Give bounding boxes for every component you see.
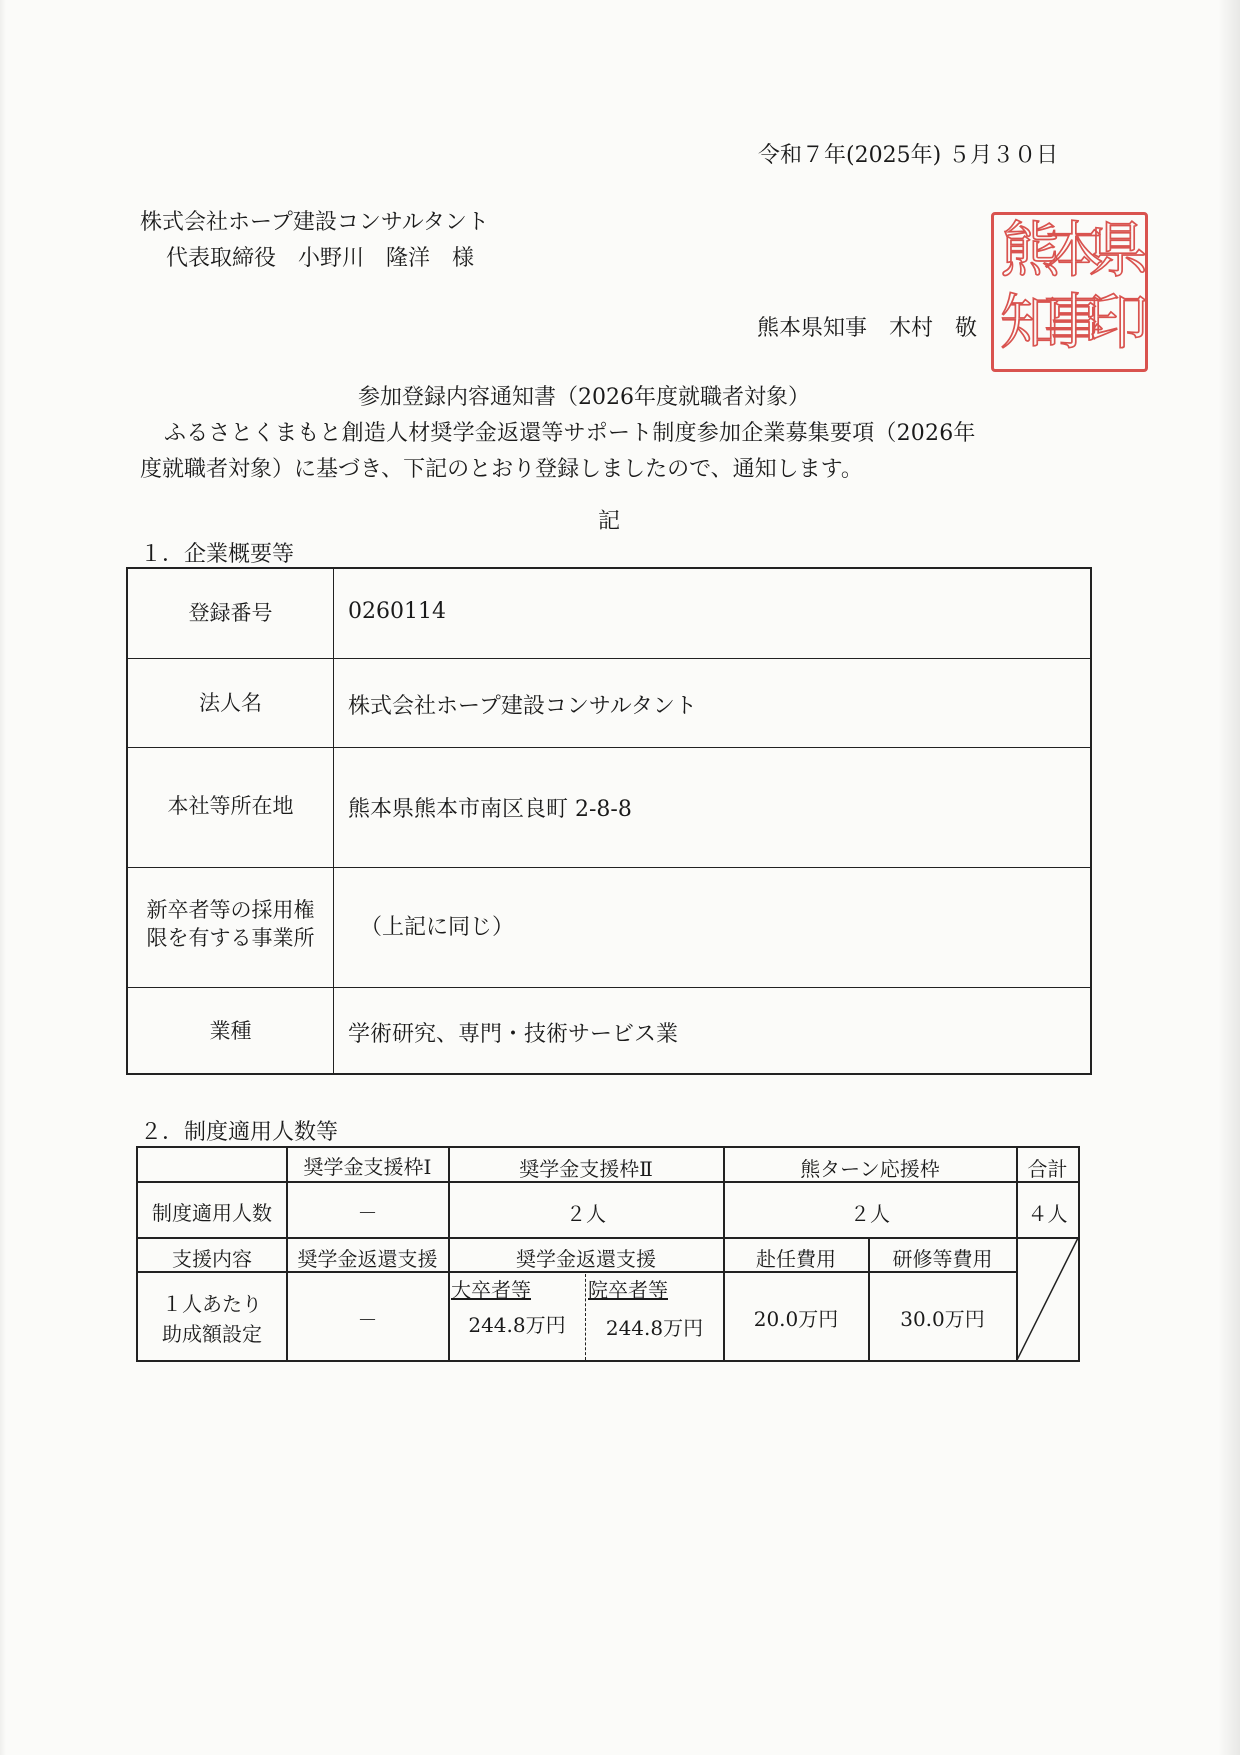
- row-label: [128, 896, 333, 952]
- table-row: [128, 569, 1090, 658]
- recipient-person: 代表取締役 小野川 隆洋 様: [166, 246, 475, 271]
- company-overview-table: [126, 567, 1092, 1075]
- blank-cell-diagonal: [1017, 1238, 1079, 1361]
- table-line: [136, 1360, 1080, 1362]
- row-label-line: 限を有する事業所: [146, 926, 315, 950]
- table-line: [136, 1237, 1080, 1239]
- col-header: 奨学金支援枠Ⅱ: [519, 1157, 653, 1181]
- col-header: 合計: [1027, 1157, 1068, 1181]
- row-label-line: 助成額設定: [162, 1322, 262, 1346]
- registration-number: 0260114: [348, 599, 446, 624]
- seal-char: 印: [1088, 288, 1148, 358]
- amount-training: 30.0万円: [900, 1307, 985, 1331]
- support-frame2: 奨学金返還支援: [516, 1247, 656, 1271]
- document-date: 令和７年(2025年) ５月３０日: [758, 143, 1059, 168]
- support-frame1: 奨学金返還支援: [297, 1247, 438, 1271]
- applied-frame1: －: [357, 1201, 378, 1225]
- seal-char: 知: [1000, 288, 1060, 358]
- corporation-name: 株式会社ホープ建設コンサルタント: [348, 694, 697, 719]
- support-relocation: 赴任費用: [756, 1247, 836, 1271]
- seal-char: 本: [1044, 216, 1104, 286]
- document-title: 参加登録内容通知書（2026年度就職者対象）: [358, 385, 810, 410]
- amount-graduate: 244.8万円: [605, 1316, 704, 1340]
- issuer-name: 熊本県知事 木村 敬: [757, 316, 978, 341]
- head-office-address: 熊本県熊本市南区良町 2-8-8: [348, 797, 632, 822]
- seal-char: 熊: [1000, 216, 1060, 286]
- scan-edge-right: [1218, 0, 1240, 1755]
- row-label: 本社等所在地: [167, 794, 294, 818]
- section2-heading: ２．制度適用人数等: [140, 1120, 339, 1145]
- row-label: 制度適用人数: [152, 1201, 272, 1225]
- seal-char: 県: [1088, 216, 1148, 286]
- body-text-line-1: ふるさとくまもと創造人材奨学金返還等サポート制度参加企業募集要項（2026年: [164, 421, 976, 446]
- support-training: 研修等費用: [892, 1247, 993, 1271]
- body-text-line-2: 度就職者対象）に基づき、下記のとおり登録しましたので、通知します。: [140, 457, 863, 482]
- amount-relocation: 20.0万円: [753, 1307, 839, 1331]
- col-header: 熊ターン応援枠: [800, 1157, 940, 1181]
- section1-heading: １．企業概要等: [140, 542, 295, 567]
- recipient-company: 株式会社ホープ建設コンサルタント: [140, 210, 489, 235]
- ki-marker: 記: [598, 509, 621, 534]
- table-row: [128, 987, 1090, 1074]
- industry: 学術研究、専門・技術サービス業: [348, 1022, 679, 1047]
- amount-frame1: －: [357, 1308, 378, 1332]
- table-row: [128, 867, 1090, 988]
- table-line: [136, 1146, 1080, 1148]
- col-header: 奨学金支援枠Ⅰ: [303, 1155, 432, 1179]
- row-label: 支援内容: [172, 1247, 252, 1271]
- row-label: 業種: [209, 1019, 252, 1043]
- applied-frame2: ２人: [566, 1202, 606, 1226]
- hiring-office: （上記に同じ）: [360, 915, 515, 940]
- row-label: 登録番号: [188, 601, 273, 625]
- row-label-line: １人あたり: [162, 1292, 262, 1316]
- applicants-table: [136, 1146, 1080, 1362]
- sub-header-university: 大卒者等: [451, 1278, 531, 1302]
- row-label: [138, 1289, 286, 1349]
- applied-total: ４人: [1027, 1202, 1068, 1226]
- row-label: 法人名: [199, 691, 262, 715]
- table-row: [128, 658, 1090, 748]
- applied-kumaturn: ２人: [850, 1202, 890, 1226]
- amount-university: 244.8万円: [468, 1313, 566, 1337]
- seal-char: 事: [1044, 288, 1104, 358]
- table-row: [128, 747, 1090, 868]
- sub-header-graduate: 院卒者等: [588, 1278, 668, 1302]
- row-label-line: 新卒者等の採用権: [146, 898, 315, 922]
- scan-edge-left: [0, 0, 6, 1755]
- governor-seal-stamp: [991, 212, 1148, 372]
